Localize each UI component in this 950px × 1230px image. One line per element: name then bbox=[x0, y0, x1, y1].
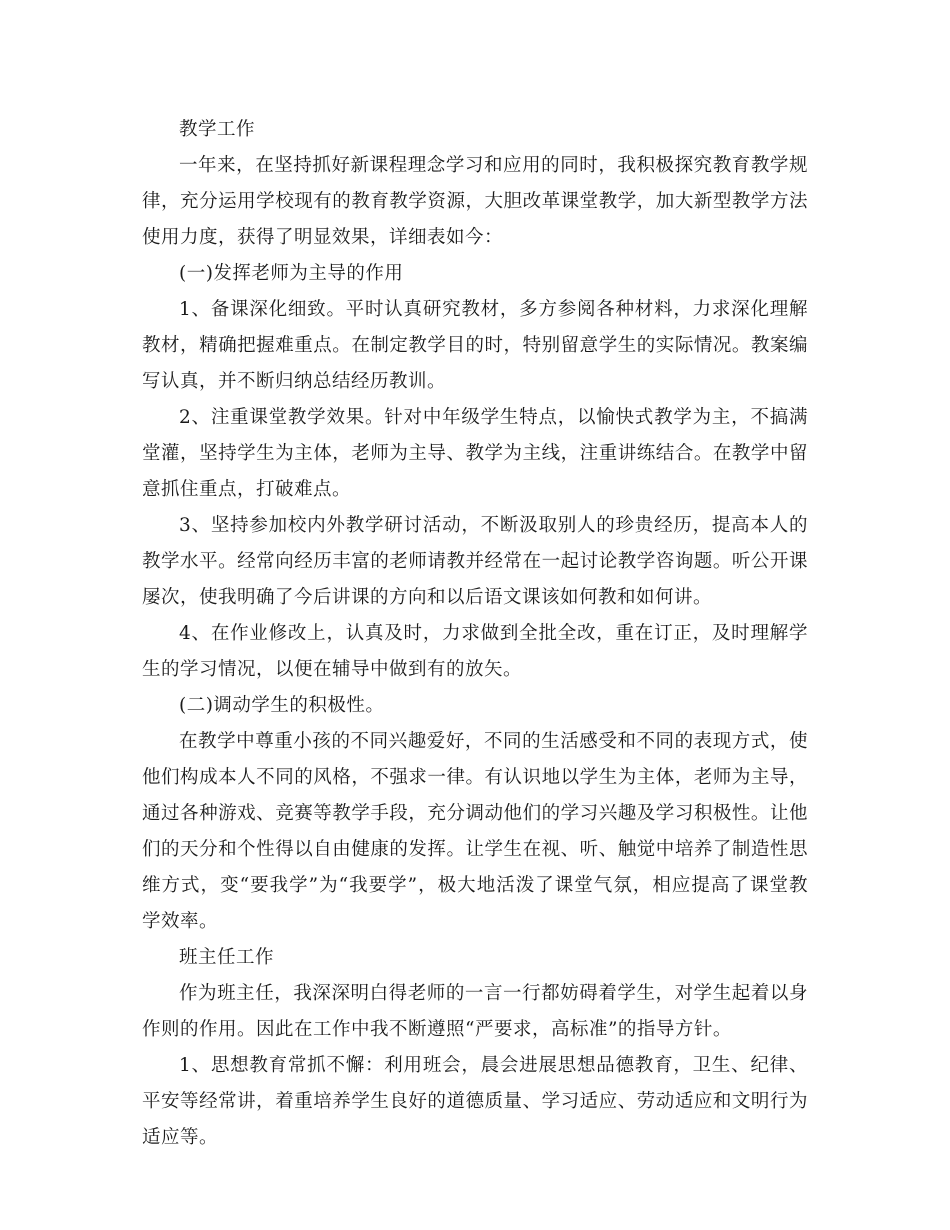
section-heading-class-teacher: 班主任工作 bbox=[179, 947, 275, 968]
paragraph-class-teacher-intro: 作为班主任，我深深明白得老师的一言一行都妨碍着学生，对学生起着以身作则的作用。因此在工作中我不断遵照“严要求，高标准”的指导方针。 bbox=[142, 983, 808, 1040]
subheading-teacher-guide: (一)发挥老师为主导的作用 bbox=[179, 263, 404, 284]
paragraph-item-1: 1、备课深化细致。平时认真研究教材，多方参阅各种材料，力求深化理解教材，精确把握难重点。在制定教学目的时，特别留意学生的实际情况。教案编写认真，并不断归纳总结经历教训。 bbox=[142, 299, 808, 392]
paragraph-item-4: 4、在作业修改上，认真及时，力求做到全批全改，重在订正，及时理解学生的学习情况，以便在辅导中做到有的放矢。 bbox=[142, 623, 808, 680]
document-page bbox=[142, 112, 808, 1156]
paragraph-class-item-1: 1、思想教育常抓不懈：利用班会，晨会进展思想品德教育，卫生、纪律、平安等经常讲，着重培养学生良好的道德质量、学习适应、劳动适应和文明行为适应等。 bbox=[142, 1055, 808, 1148]
paragraph-intro: 一年来，在坚持抓好新课程理念学习和应用的同时，我积极探究教育教学规律，充分运用学校现有的教育教学资源，大胆改革课堂教学，加大新型教学方法使用力度，获得了明显效果，详细表如今： bbox=[142, 155, 808, 248]
paragraph-item-2: 2、注重课堂教学效果。针对中年级学生特点，以愉快式教学为主，不搞满堂灌，坚持学生为主体，老师为主导、教学为主线，注重讲练结合。在教学中留意抓住重点，打破难点。 bbox=[142, 407, 808, 500]
paragraph-item-3: 3、坚持参加校内外教学研讨活动，不断汲取别人的珍贵经历，提高本人的教学水平。经常向经历丰富的老师请教并经常在一起讨论教学咨询题。听公开课屡次，使我明确了今后讲课的方向和以后语文课该如何教和如何讲。 bbox=[142, 515, 808, 608]
section-heading-teaching: 教学工作 bbox=[179, 119, 256, 140]
subheading-student-motivation: (二)调动学生的积极性。 bbox=[179, 695, 385, 716]
paragraph-student-motivation: 在教学中尊重小孩的不同兴趣爱好，不同的生活感受和不同的表现方式，使他们构成本人不同的风格，不强求一律。有认识地以学生为主体，老师为主导，通过各种游戏、竞赛等教学手段，充分调动他们的学习兴趣及学习积极性。让他们的天分和个性得以自由健康的发挥。让学生在视、听、触觉中培养了制造性思维方式，变“要我学”为“我要学”，极大地活泼了课堂气氛，相应提高了课堂教学效率。 bbox=[142, 731, 808, 932]
